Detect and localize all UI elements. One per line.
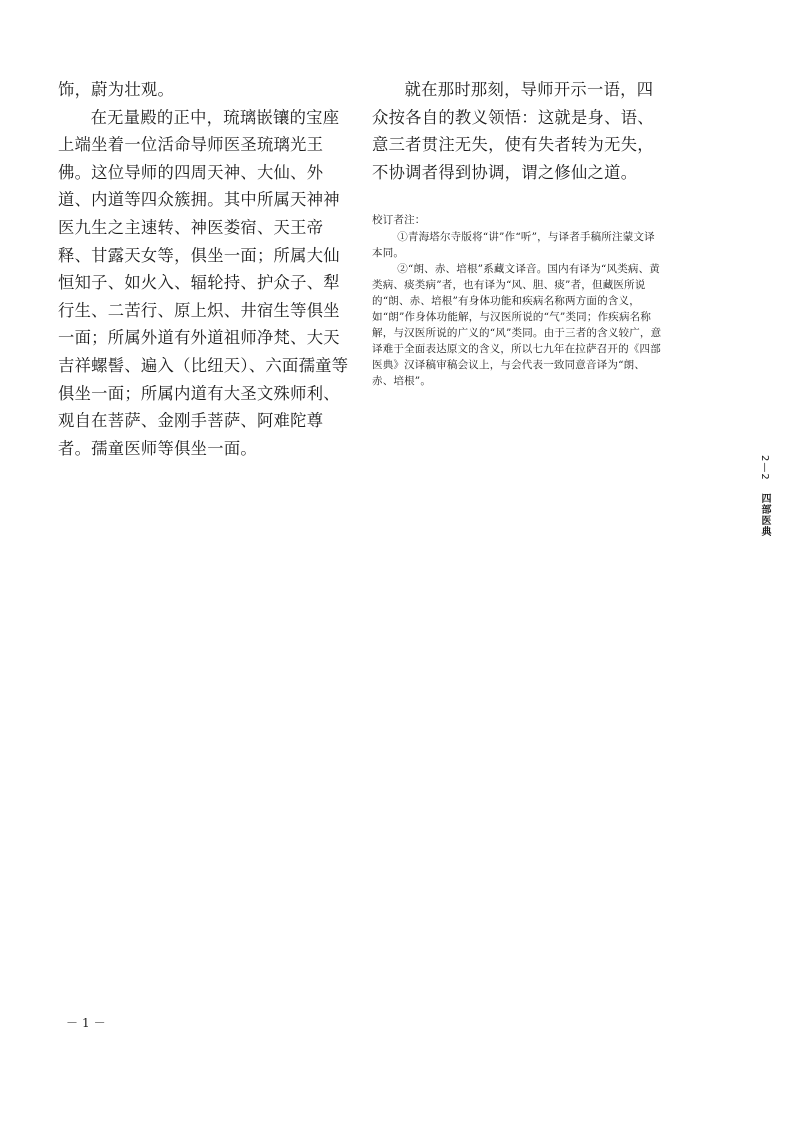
left-paragraph-1: 饰，蔚为壮观。 [58, 80, 175, 99]
note-2: ②“朗、赤、培根”系藏文译音。国内有译为“风类病、黄类病、痰类病”者，也有译为“风、胆、痰”者，但藏医所说的“朗、赤、培根”有身体功能和疾病名称两方面的含义，如“朗”作身体功能解，与汉医所说的“气”类同；作疾病名称解，与汉医所说的广义的“风”类同。由于三者的含义较广，意译难于全面表达原文的含义，所以七九年在拉萨召开的《四部医典》汉译稿审稿会议上，与会代表一致同意音译为“朗、赤、培根”。 [372, 263, 662, 387]
right-paragraph-1: 就在那时那刻，导师开示一语，四众按各自的教义领悟：这就是身、语、意三者贯注无失，使有失者转为无失，不协调者得到协调，谓之修仙之道。 [372, 80, 654, 182]
notes-heading: 校订者注： [372, 214, 426, 226]
left-paragraph-2: 在无量殿的正中，琉璃嵌镶的宝座上端坐着一位活命导师医圣琉璃光王佛。这位导师的四周天神、大仙、外道、内道等四众簇拥。其中所属天神神医九生之主速转、神医娄宿、天王帝释、甘露天女等，俱坐一面；所属大仙恒知子、如火入、辐轮持、护众子、犁行生、二苦行、原上炽、井宿生等俱坐一面；所属外道有外道祖师净梵、大天吉祥螺髻、遍入（比纽天）、六面孺童等俱坐一面；所属内道有大圣文殊师利、观自在菩萨、金刚手菩萨、阿难陀尊者。孺童医师等俱坐一面。 [58, 107, 349, 458]
editor-notes [372, 212, 662, 389]
right-column [372, 76, 662, 186]
side-book-title: 四部医典 [759, 493, 770, 538]
left-column [58, 76, 354, 462]
side-running-head [757, 455, 772, 537]
side-section-number: 2—2 [759, 455, 770, 481]
note-1: ①青海塔尔寺版将“讲”作“听”，与译者手稿所注蒙文译本同。 [372, 231, 655, 259]
page-number: －1－ [66, 1016, 110, 1030]
